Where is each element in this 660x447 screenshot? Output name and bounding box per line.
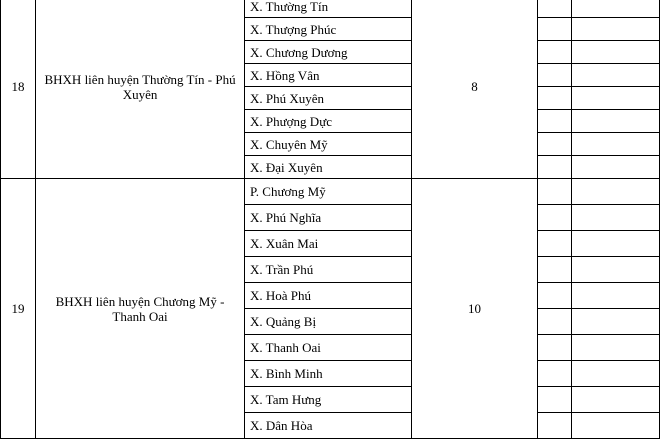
empty-cell xyxy=(537,156,571,179)
empty-cell xyxy=(571,156,659,179)
empty-cell xyxy=(571,179,659,205)
empty-cell xyxy=(571,64,659,87)
empty-cell xyxy=(537,41,571,64)
empty-cell xyxy=(537,361,571,387)
ward-name: X. Trần Phú xyxy=(245,257,412,283)
ward-name: X. Xuân Mai xyxy=(245,231,412,257)
ward-count: 8 xyxy=(412,0,538,179)
ward-name: X. Chuyên Mỹ xyxy=(245,133,412,156)
ward-name: X. Phú Nghĩa xyxy=(245,205,412,231)
ward-name: X. Thượng Phúc xyxy=(245,18,412,41)
empty-cell xyxy=(537,64,571,87)
unit-name: BHXH liên huyện Chương Mỹ - Thanh Oai xyxy=(36,179,245,439)
ward-name: X. Đại Xuyên xyxy=(245,156,412,179)
ward-name: X. Thường Tín xyxy=(245,0,412,18)
empty-cell xyxy=(537,387,571,413)
empty-cell xyxy=(537,231,571,257)
empty-cell xyxy=(537,309,571,335)
empty-cell xyxy=(571,309,659,335)
empty-cell xyxy=(537,133,571,156)
empty-cell xyxy=(571,413,659,439)
empty-cell xyxy=(537,0,571,18)
table-row xyxy=(1,179,660,205)
empty-cell xyxy=(537,257,571,283)
ward-name: X. Chương Dương xyxy=(245,41,412,64)
empty-cell xyxy=(537,335,571,361)
empty-cell xyxy=(571,361,659,387)
ward-count: 10 xyxy=(412,179,538,439)
ward-name: X. Phượng Dực xyxy=(245,110,412,133)
empty-cell xyxy=(571,0,659,18)
table-row xyxy=(1,0,660,18)
empty-cell xyxy=(571,133,659,156)
empty-cell xyxy=(571,110,659,133)
ward-name: X. Hoà Phú xyxy=(245,283,412,309)
empty-cell xyxy=(571,231,659,257)
empty-cell xyxy=(537,179,571,205)
empty-cell xyxy=(571,41,659,64)
ward-name: X. Phú Xuyên xyxy=(245,87,412,110)
empty-cell xyxy=(537,205,571,231)
unit-name: BHXH liên huyện Thường Tín - Phú Xuyên xyxy=(36,0,245,179)
row-number: 19 xyxy=(1,179,36,439)
ward-name: X. Tam Hưng xyxy=(245,387,412,413)
empty-cell xyxy=(571,283,659,309)
empty-cell xyxy=(537,18,571,41)
empty-cell xyxy=(571,87,659,110)
ward-name: X. Hồng Vân xyxy=(245,64,412,87)
ward-name: P. Chương Mỹ xyxy=(245,179,412,205)
empty-cell xyxy=(571,257,659,283)
ward-name: X. Quảng Bị xyxy=(245,309,412,335)
empty-cell xyxy=(537,87,571,110)
empty-cell xyxy=(537,110,571,133)
row-number: 18 xyxy=(1,0,36,179)
empty-cell xyxy=(571,18,659,41)
empty-cell xyxy=(537,413,571,439)
empty-cell xyxy=(571,387,659,413)
empty-cell xyxy=(571,205,659,231)
ward-name: X. Thanh Oai xyxy=(245,335,412,361)
empty-cell xyxy=(537,283,571,309)
ward-name: X. Bình Minh xyxy=(245,361,412,387)
ward-name: X. Dân Hòa xyxy=(245,413,412,439)
empty-cell xyxy=(571,335,659,361)
